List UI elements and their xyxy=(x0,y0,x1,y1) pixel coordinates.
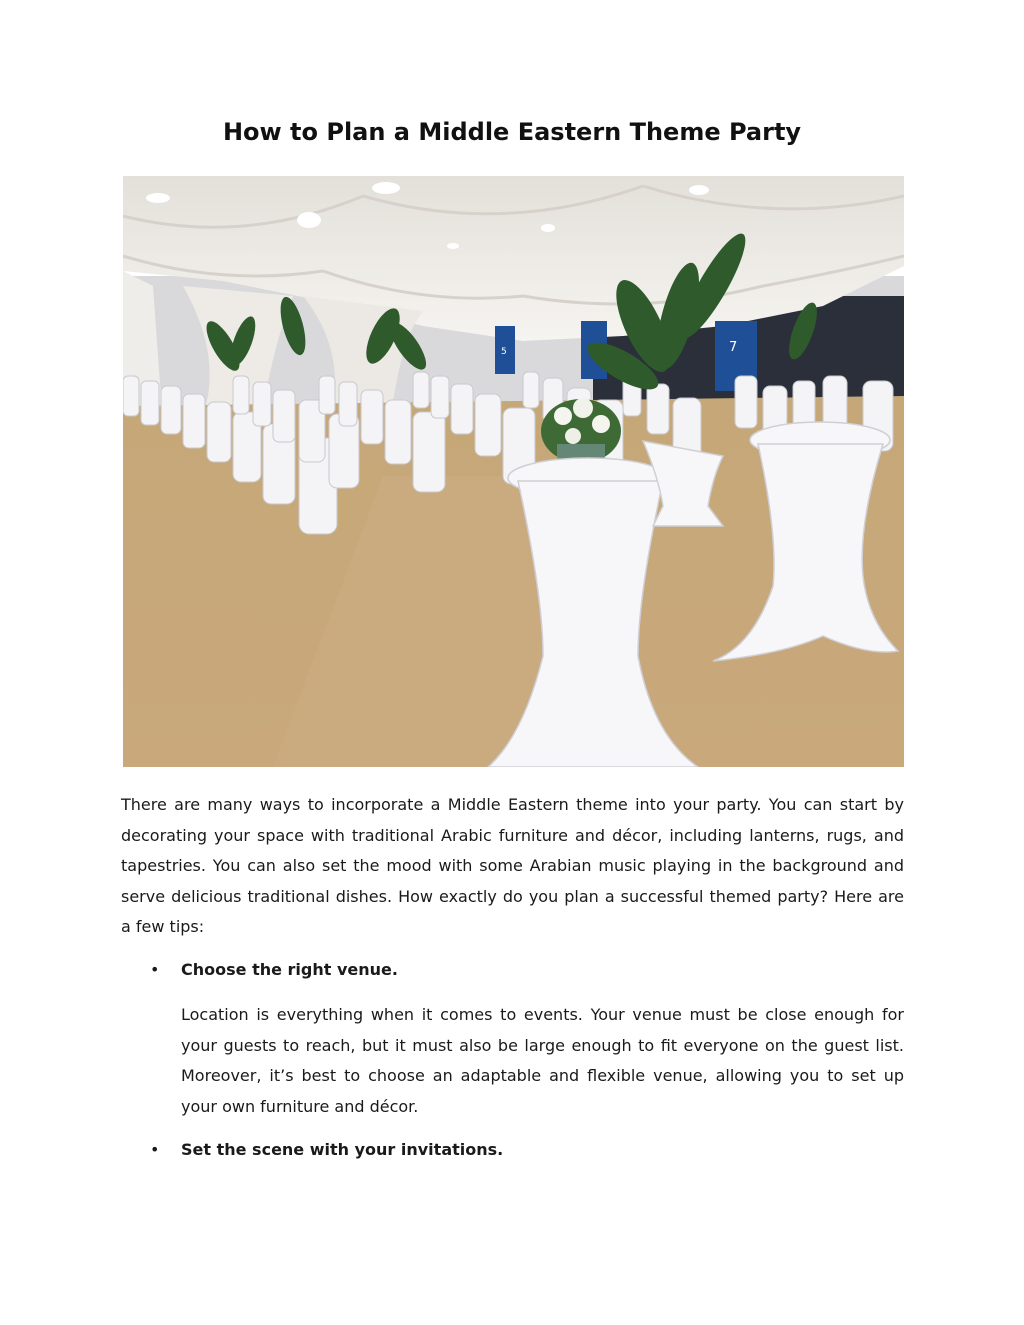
tip-1-heading: Choose the right venue. xyxy=(181,960,398,979)
tip-2 xyxy=(150,1140,904,1162)
bullet-marker: • xyxy=(150,960,160,979)
sign-7: 7 xyxy=(729,340,738,355)
intro-paragraph: There are many ways to incorporate a Middle Eastern theme into your party. You can start by decorating your space with traditional Arabic furniture and décor, including lanterns, rugs, and tapestries. You can also set the mood with some Arabian music playing in the background and serve delicious traditional dishes. How exactly do you plan a successful themed party? Here are a few tips: xyxy=(121,795,904,936)
page-title: How to Plan a Middle Eastern Theme Party xyxy=(222,118,802,146)
event-tent-photo xyxy=(123,176,904,767)
tip-2-heading: Set the scene with your invitations. xyxy=(181,1140,504,1159)
tip-1 xyxy=(150,960,904,982)
tip-1-body: Location is everything when it comes to events. Your venue must be close enough for your guests to reach, but it must also be large enough to fit everyone on the guest list. Moreover, it’s best to choose an adaptable and flexible venue, allowing you to set up your own furniture and décor. xyxy=(181,1005,904,1116)
bullet-marker: • xyxy=(150,1140,160,1159)
sign-5: 5 xyxy=(501,347,507,357)
